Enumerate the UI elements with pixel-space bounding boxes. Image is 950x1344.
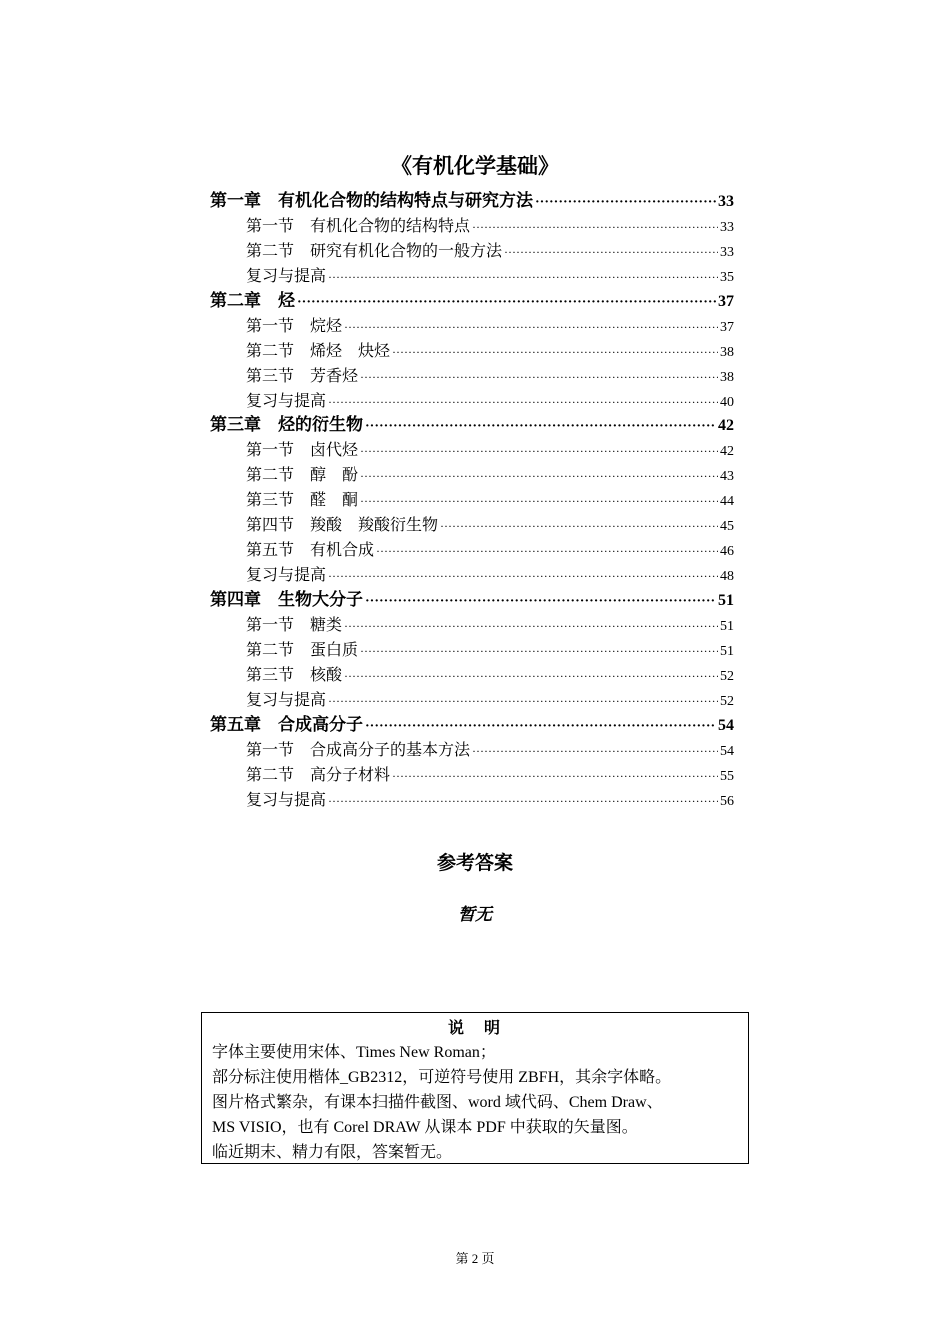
note-line: 临近期末、精力有限，答案暂无。	[212, 1144, 453, 1161]
note-line: 字体主要使用宋体、Times New Roman；	[212, 1044, 496, 1061]
toc-section-entry	[210, 264, 734, 289]
toc-entry-label: 第四章 生物大分子	[210, 590, 363, 610]
toc-page-number: 42	[718, 417, 734, 435]
toc-page-number: 33	[720, 219, 734, 235]
toc-leader-dots	[360, 365, 718, 390]
toc-section-entry	[210, 613, 734, 638]
toc-page-number: 51	[720, 643, 734, 659]
toc-section-entry	[210, 763, 734, 788]
toc-page-number: 46	[720, 544, 734, 560]
toc-entry-label: 第三节 芳香烃	[246, 365, 359, 385]
toc-leader-dots	[328, 265, 718, 290]
toc-entry-label: 第二章 烃	[210, 290, 295, 311]
toc-chapter-entry	[210, 713, 734, 738]
toc-entry-label: 复习与提高	[246, 390, 327, 410]
toc-page-number: 38	[720, 369, 734, 385]
toc-section-entry	[210, 788, 734, 813]
toc-entry-label: 第二节 蛋白质	[246, 639, 359, 659]
toc-entry-label: 复习与提高	[246, 789, 327, 809]
toc-leader-dots	[365, 415, 716, 440]
toc-entry-label: 第一节 卤代烃	[246, 440, 359, 460]
note-line: 部分标注使用楷体_GB2312，可逆符号使用 ZBFH，其余字体略。	[212, 1069, 672, 1086]
toc-leader-dots	[376, 539, 718, 564]
toc-page-number: 37	[720, 319, 734, 335]
toc-leader-dots	[328, 689, 718, 714]
toc-entry-label: 第五章 合成高分子	[210, 714, 363, 735]
toc-entry-label: 第一节 有机化合物的结构特点	[246, 215, 471, 235]
toc-section-entry	[210, 314, 734, 339]
toc-leader-dots	[360, 639, 718, 664]
toc-entry-label: 第一节 烷烃	[246, 315, 343, 335]
toc-page-number: 55	[720, 768, 734, 784]
toc-leader-dots	[504, 240, 718, 265]
toc-entry-label: 第一节 合成高分子的基本方法	[246, 739, 471, 759]
toc-section-entry	[210, 364, 734, 389]
toc-page-number: 37	[718, 292, 734, 310]
toc-section-entry	[210, 339, 734, 364]
toc-page-number: 43	[720, 469, 734, 485]
toc-entry-label: 第三章 烃的衍生物	[210, 415, 363, 436]
toc-section-entry	[210, 688, 734, 713]
toc-page-number: 56	[720, 793, 734, 809]
toc-section-entry	[210, 239, 734, 264]
toc-page-number: 51	[718, 592, 734, 609]
toc-entry-label: 第一节 糖类	[246, 614, 343, 634]
toc-entry-label: 第四节 羧酸 羧酸衍生物	[246, 515, 439, 535]
toc-section-entry	[210, 438, 734, 463]
toc-leader-dots	[360, 439, 718, 464]
toc-leader-dots	[365, 715, 716, 740]
toc-chapter-entry	[210, 289, 734, 314]
toc-leader-dots	[535, 191, 716, 216]
note-line: MS VISIO，也有 Corel DRAW 从课本 PDF 中获取的矢量图。	[212, 1119, 638, 1136]
toc-page-number: 52	[720, 668, 734, 684]
toc-page-number: 54	[720, 743, 734, 759]
toc-entry-label: 复习与提高	[246, 689, 327, 709]
toc-entry-label: 第一章 有机化合物的结构特点与研究方法	[210, 191, 533, 211]
note-line: 图片格式繁杂，有课本扫描件截图、word 域代码、Chem Draw、	[212, 1094, 663, 1111]
toc-entry-label: 复习与提高	[246, 565, 327, 585]
toc-section-entry	[210, 214, 734, 239]
toc-leader-dots	[440, 514, 718, 539]
toc-entry-label: 第二节 烯烃 炔烃	[246, 340, 391, 360]
toc-page-number: 48	[720, 569, 734, 585]
toc-chapter-entry	[210, 189, 734, 214]
note-box	[201, 1012, 749, 1164]
toc-page-number: 54	[718, 716, 734, 734]
toc-page-number: 42	[720, 444, 734, 460]
toc-page-number: 44	[720, 494, 734, 510]
toc-leader-dots	[328, 390, 718, 415]
toc-page-number: 35	[720, 269, 734, 285]
toc-leader-dots	[472, 739, 718, 764]
toc-leader-dots	[328, 564, 718, 589]
toc-leader-dots	[392, 764, 718, 789]
toc-entry-label: 复习与提高	[246, 265, 327, 285]
toc-entry-label: 第五节 有机合成	[246, 540, 375, 560]
toc-entry-label: 第三节 醛 酮	[246, 490, 359, 510]
toc-page-number: 52	[720, 693, 734, 709]
toc-page-number: 45	[720, 519, 734, 535]
toc-leader-dots	[328, 789, 718, 814]
toc-leader-dots	[344, 614, 718, 639]
toc-page-number: 33	[718, 193, 734, 210]
toc-page-number: 33	[720, 244, 734, 260]
toc-entry-label: 第三节 核酸	[246, 664, 343, 684]
toc-section-entry	[210, 513, 734, 538]
toc-entry-label: 第二节 醇 酚	[246, 465, 359, 485]
toc-leader-dots	[392, 340, 718, 365]
toc-entry-label: 第二节 高分子材料	[246, 764, 391, 784]
toc-page-number: 51	[720, 618, 734, 634]
toc-leader-dots	[344, 315, 718, 340]
toc-section-entry	[210, 463, 734, 488]
toc-leader-dots	[360, 464, 718, 489]
table-of-contents	[210, 189, 734, 812]
page-footer: 第 2 页	[455, 1251, 495, 1266]
toc-section-entry	[210, 563, 734, 588]
note-heading: 说 明	[447, 1018, 502, 1037]
toc-leader-dots	[365, 590, 716, 615]
toc-chapter-entry	[210, 588, 734, 613]
toc-page-number: 40	[720, 394, 734, 410]
toc-page-number: 38	[720, 344, 734, 360]
toc-leader-dots	[472, 215, 718, 240]
toc-chapter-entry	[210, 413, 734, 438]
toc-entry-label: 第二节 研究有机化合物的一般方法	[246, 240, 503, 260]
toc-section-entry	[210, 663, 734, 688]
toc-section-entry	[210, 538, 734, 563]
toc-section-entry	[210, 738, 734, 763]
book-title: 《有机化学基础》	[391, 154, 559, 178]
toc-leader-dots	[344, 664, 718, 689]
toc-leader-dots	[297, 291, 716, 316]
answers-heading: 参考答案	[436, 852, 513, 874]
toc-leader-dots	[360, 489, 718, 514]
toc-section-entry	[210, 389, 734, 414]
toc-section-entry	[210, 638, 734, 663]
toc-section-entry	[210, 488, 734, 513]
answers-body: 暂无	[458, 905, 492, 925]
